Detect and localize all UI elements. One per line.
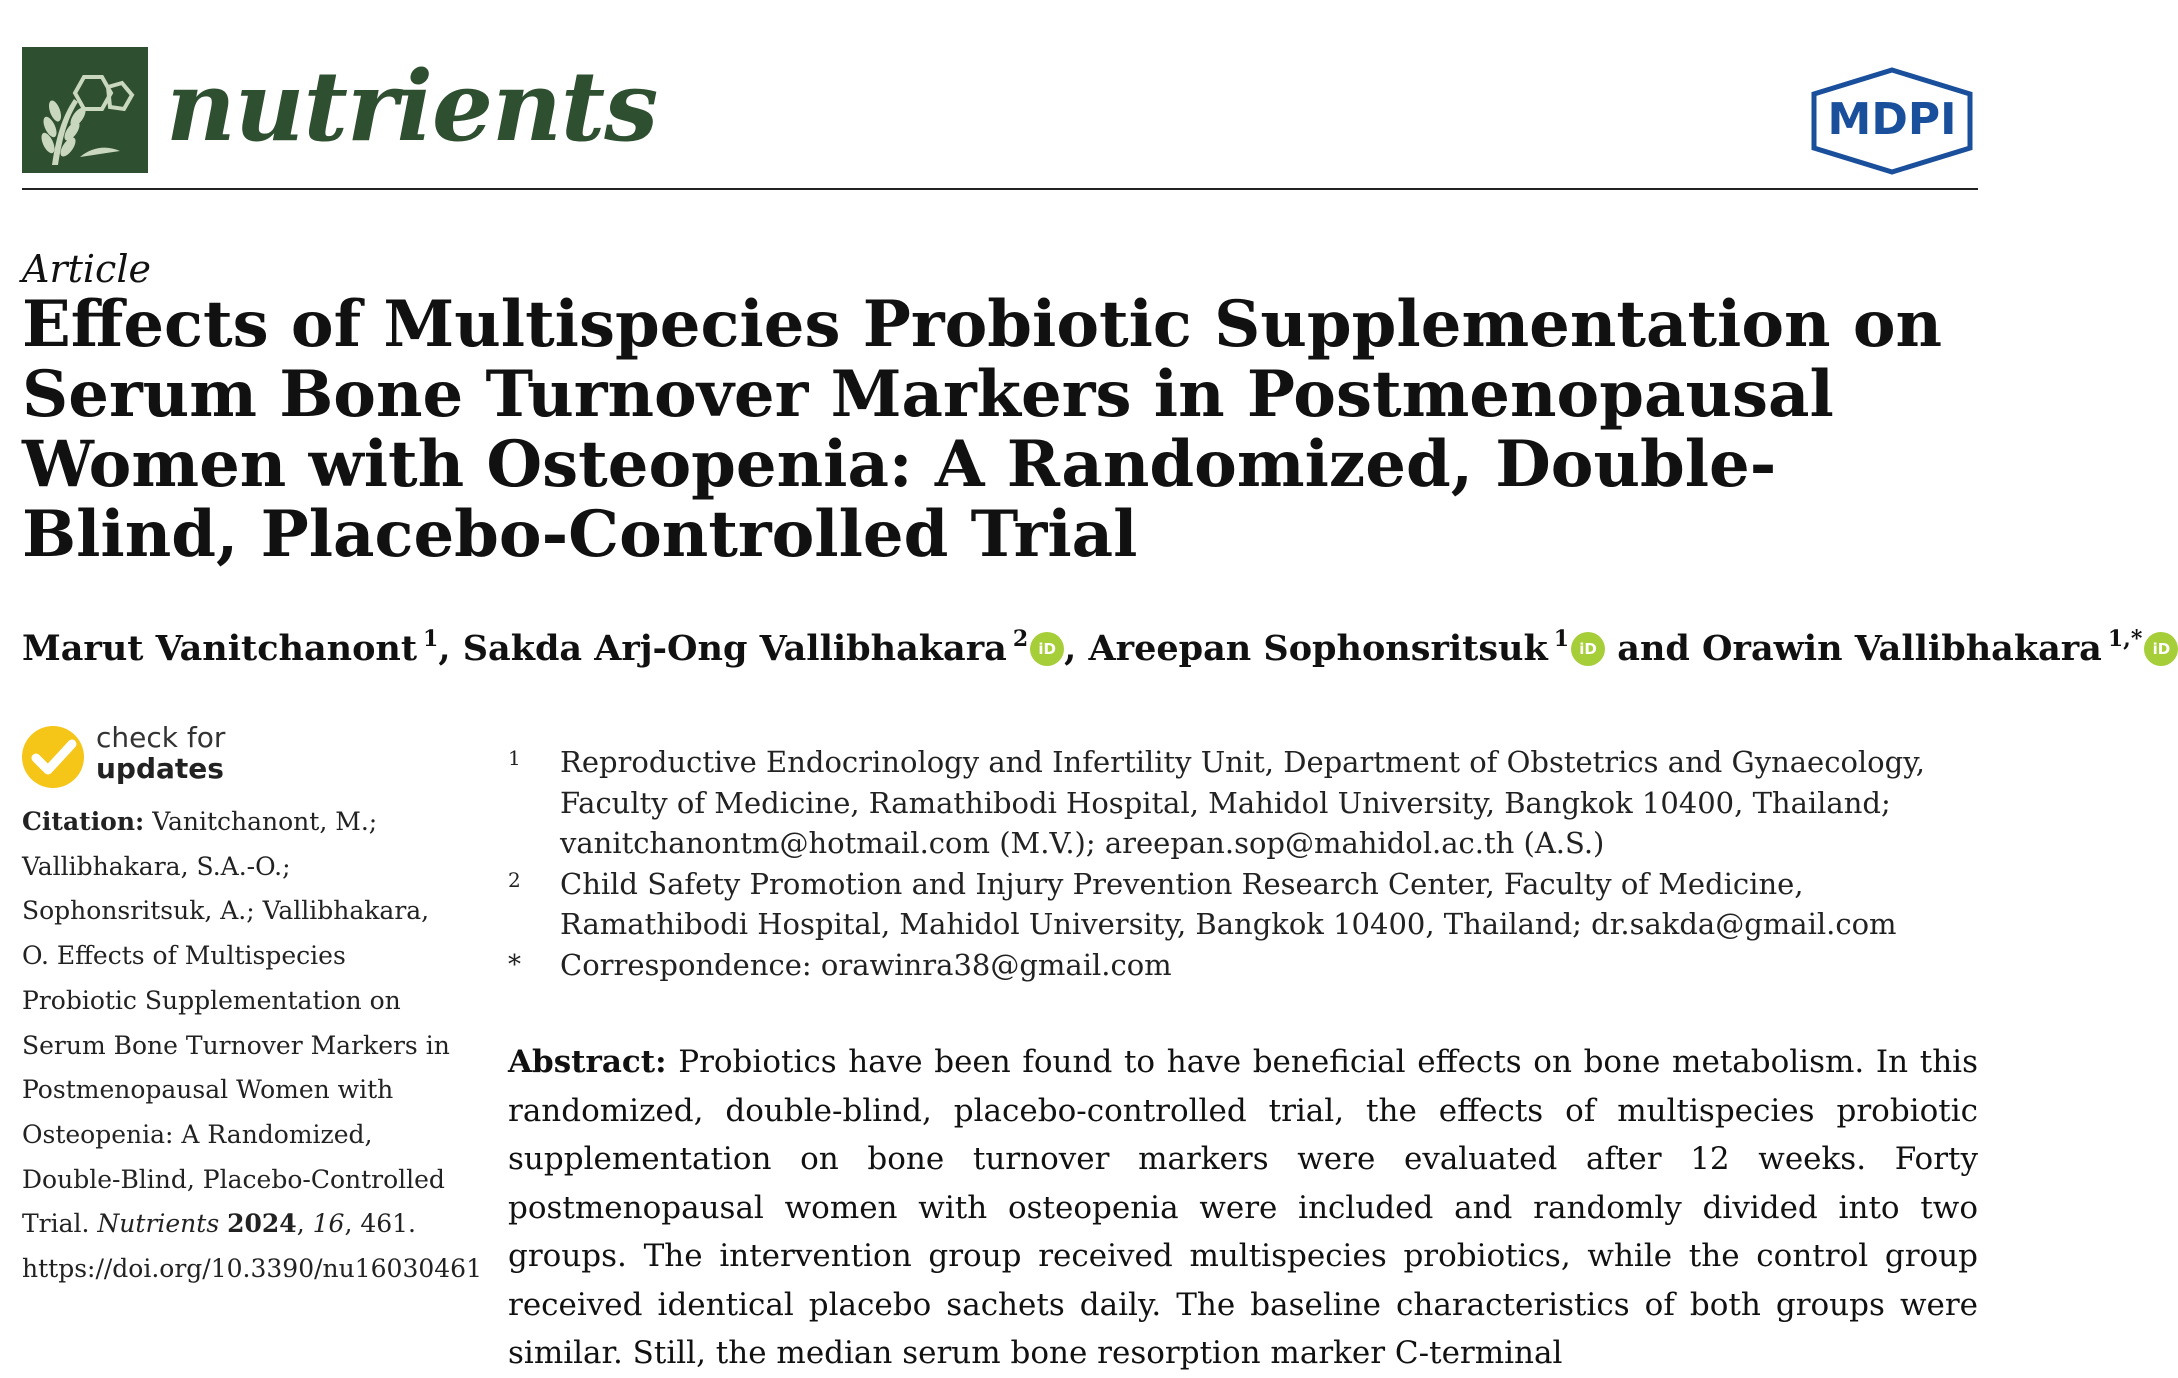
author-affiliation-mark: 1: [423, 626, 439, 652]
author-separator: and: [1605, 628, 1703, 669]
abstract-text: Probiotics have been found to have beneficial effects on bone metabolism. In this randomized, double-blind, placebo-controlled trial, the effects of multispecies probiotic supplementation on bone turnover markers were evaluated after 12 weeks. Forty postmenopausal women with osteopenia were included and randomly divided into two groups. The intervention group received multispecies probiotics, while the control group received identical placebo sachets daily. The baseline characteristics of both groups were similar. Still, the median serum bone resorption marker C-terminal: [508, 1044, 1978, 1371]
updates-label: updates: [96, 752, 224, 785]
correspondence-text: Correspondence: orawinra38@gmail.com: [560, 947, 1172, 982]
article-title: Effects of Multispecies Probiotic Supplementation on Serum Bone Turnover Markers in Postmenopausal Women with Osteopenia: A Randomized, Double-Blind, Placebo-Controlled Trial: [22, 287, 1943, 572]
author-name[interactable]: Areepan Sophonsritsuk: [1088, 628, 1548, 669]
journal-logo: [22, 47, 148, 173]
author-name[interactable]: Sakda Arj-Ong Vallibhakara: [462, 628, 1007, 669]
orcid-icon[interactable]: iD: [2144, 632, 2178, 666]
affiliation-item: [508, 742, 1978, 864]
author-2[interactable]: [463, 628, 1064, 669]
header-divider: [22, 188, 1978, 190]
author-list: [22, 612, 2171, 676]
author-separator: ,: [1064, 628, 1089, 669]
check-for-label: check for: [96, 721, 226, 754]
citation-block: Citation: Vanitchanont, M.; Vallibhakara, S.A.-O.; Sophonsritsuk, A.; Vallibhakara, O. Effects of Multispecies Probiotic Supplementation on Serum Bone Turnover Markers in Postmenopausal Women with Osteopenia: A Randomized, Double-Blind, Placebo-Controlled Trial. Nutrients 2024, 16, 461. https://doi.org/10.3390/nu16030461: [22, 807, 482, 1284]
author-affiliation-mark: 1: [1553, 626, 1570, 652]
abstract-label: Abstract:: [508, 1044, 667, 1080]
orcid-icon[interactable]: iD: [1030, 632, 1064, 666]
author-3[interactable]: [1089, 628, 1606, 669]
checkmark-icon: [22, 726, 84, 788]
citation-year: 2024: [227, 1209, 297, 1239]
publisher-logo: [1810, 68, 1974, 174]
citation-text: Vanitchanont, M.; Vallibhakara, S.A.-O.; Sophonsritsuk, A.; Vallibhakara, O. Effects of Multispecies Probiotic Supplementation on Serum Bone Turnover Markers in Postmenopausal Women with Osteopenia: A Randomized, Double-Blind, Placebo-Controlled Trial.: [22, 807, 450, 1239]
citation-volume: 16: [312, 1209, 345, 1239]
article-type: Article: [22, 247, 151, 291]
orcid-icon[interactable]: iD: [1571, 632, 1605, 666]
author-4[interactable]: [1702, 628, 2178, 669]
affiliations-list: [508, 742, 1978, 985]
author-affiliation-mark: 2: [1012, 626, 1029, 652]
author-name[interactable]: Marut Vanitchanont: [22, 628, 418, 669]
wheat-molecule-icon: [22, 47, 148, 173]
author-name[interactable]: Orawin Vallibhakara: [1702, 628, 2102, 669]
affiliation-mark: 1: [508, 746, 521, 770]
journal-name: nutrients: [166, 50, 658, 163]
correspondence-mark: *: [508, 949, 521, 980]
citation-pages: 461.: [360, 1209, 417, 1239]
affiliation-mark: 2: [508, 867, 521, 892]
affiliation-text: Reproductive Endocrinology and Infertility Unit, Department of Obstetrics and Gynaecology, Faculty of Medicine, Ramathibodi Hospital, Mahidol University, Bangkok 10400, Thailand; vanitchanontm@hotmail.com (M.V.); areepan.sop@mahidol.ac.th (A.S.): [560, 745, 1925, 860]
citation-label: Citation:: [22, 807, 145, 836]
correspondence-item: [508, 945, 1978, 986]
citation-journal: Nutrients: [97, 1209, 220, 1239]
check-for-updates-button[interactable]: [22, 722, 242, 792]
publisher-logo-text: MDPI: [1827, 94, 1957, 145]
author-affiliation-mark: 1,*: [2107, 626, 2143, 652]
abstract: [508, 1038, 1978, 1378]
affiliation-item: [508, 864, 1978, 945]
affiliation-text: Child Safety Promotion and Injury Prevention Research Center, Faculty of Medicine, Ramathibodi Hospital, Mahidol University, Bangkok 10400, Thailand; dr.sakda@gmail.com: [560, 866, 1897, 941]
author-separator: ,: [438, 628, 463, 669]
citation-doi-link[interactable]: https://doi.org/10.3390/nu16030461: [22, 1254, 482, 1284]
author-1[interactable]: [22, 628, 438, 669]
